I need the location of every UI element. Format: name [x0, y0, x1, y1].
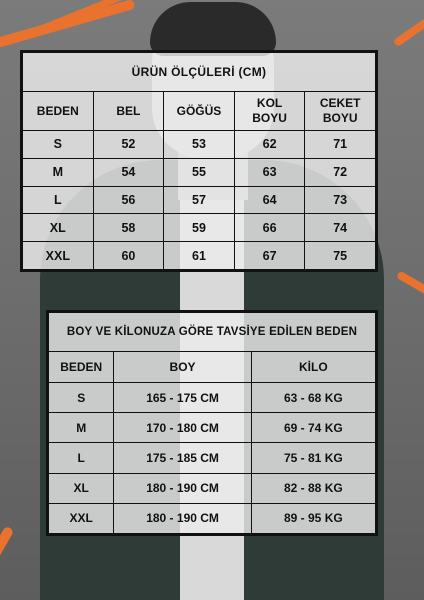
table-cell: S: [23, 131, 94, 159]
table-cell: S: [49, 383, 114, 413]
table-cell: 55: [164, 158, 235, 186]
table-cell: M: [23, 158, 94, 186]
model-hair: [150, 2, 276, 56]
table-cell: 61: [164, 242, 235, 270]
table-cell: 67: [234, 242, 305, 270]
header-cell: BEL: [93, 92, 164, 131]
table-cell: 60: [93, 242, 164, 270]
table-cell: 175 - 185 CM: [114, 443, 251, 473]
table-row: [23, 131, 376, 159]
table-cell: 66: [234, 214, 305, 242]
table-cell: 52: [93, 131, 164, 159]
header-cell: GÖĞÜS: [164, 92, 235, 131]
size-chart-header-row: [23, 92, 376, 131]
table-cell: 72: [305, 158, 376, 186]
table-cell: 82 - 88 KG: [251, 473, 375, 503]
table-cell: 54: [93, 158, 164, 186]
header-cell: BOY: [114, 352, 251, 383]
table-cell: 53: [164, 131, 235, 159]
table-cell: 165 - 175 CM: [114, 383, 251, 413]
table-row: [49, 503, 376, 533]
table-cell: 71: [305, 131, 376, 159]
header-cell: CEKET BOYU: [305, 92, 376, 131]
table-cell: XXL: [49, 503, 114, 533]
table-cell: 89 - 95 KG: [251, 503, 375, 533]
size-recommendation-table: [46, 310, 378, 536]
table-cell: 180 - 190 CM: [114, 503, 251, 533]
table-cell: 64: [234, 186, 305, 214]
table-cell: 75 - 81 KG: [251, 443, 375, 473]
table-row: [49, 413, 376, 443]
table-cell: L: [49, 443, 114, 473]
table-cell: 58: [93, 214, 164, 242]
header-cell: KOL BOYU: [234, 92, 305, 131]
table-cell: 57: [164, 186, 235, 214]
size-chart-title: ÜRÜN ÖLÇÜLERİ (CM): [23, 53, 376, 92]
table-row: [23, 186, 376, 214]
table-cell: XXL: [23, 242, 94, 270]
table-cell: XL: [49, 473, 114, 503]
table-cell: 74: [305, 214, 376, 242]
table-row: [49, 383, 376, 413]
table-cell: 63: [234, 158, 305, 186]
header-cell: BEDEN: [49, 352, 114, 383]
table-cell: XL: [23, 214, 94, 242]
table-cell: 69 - 74 KG: [251, 413, 375, 443]
table-cell: 180 - 190 CM: [114, 473, 251, 503]
table-cell: 56: [93, 186, 164, 214]
table-row: [23, 214, 376, 242]
recommendation-title: BOY VE KİLONUZA GÖRE TAVSİYE EDİLEN BEDEN: [49, 313, 376, 352]
recommendation-header-row: [49, 352, 376, 383]
size-chart-table: [20, 50, 378, 272]
header-cell: BEDEN: [23, 92, 94, 131]
header-cell: KİLO: [251, 352, 375, 383]
table-row: [23, 242, 376, 270]
table-cell: 73: [305, 186, 376, 214]
table-cell: 170 - 180 CM: [114, 413, 251, 443]
table-cell: 59: [164, 214, 235, 242]
table-cell: 75: [305, 242, 376, 270]
table-row: [49, 443, 376, 473]
table-cell: M: [49, 413, 114, 443]
table-cell: L: [23, 186, 94, 214]
table-cell: 62: [234, 131, 305, 159]
table-row: [49, 473, 376, 503]
table-row: [23, 158, 376, 186]
table-cell: 63 - 68 KG: [251, 383, 375, 413]
